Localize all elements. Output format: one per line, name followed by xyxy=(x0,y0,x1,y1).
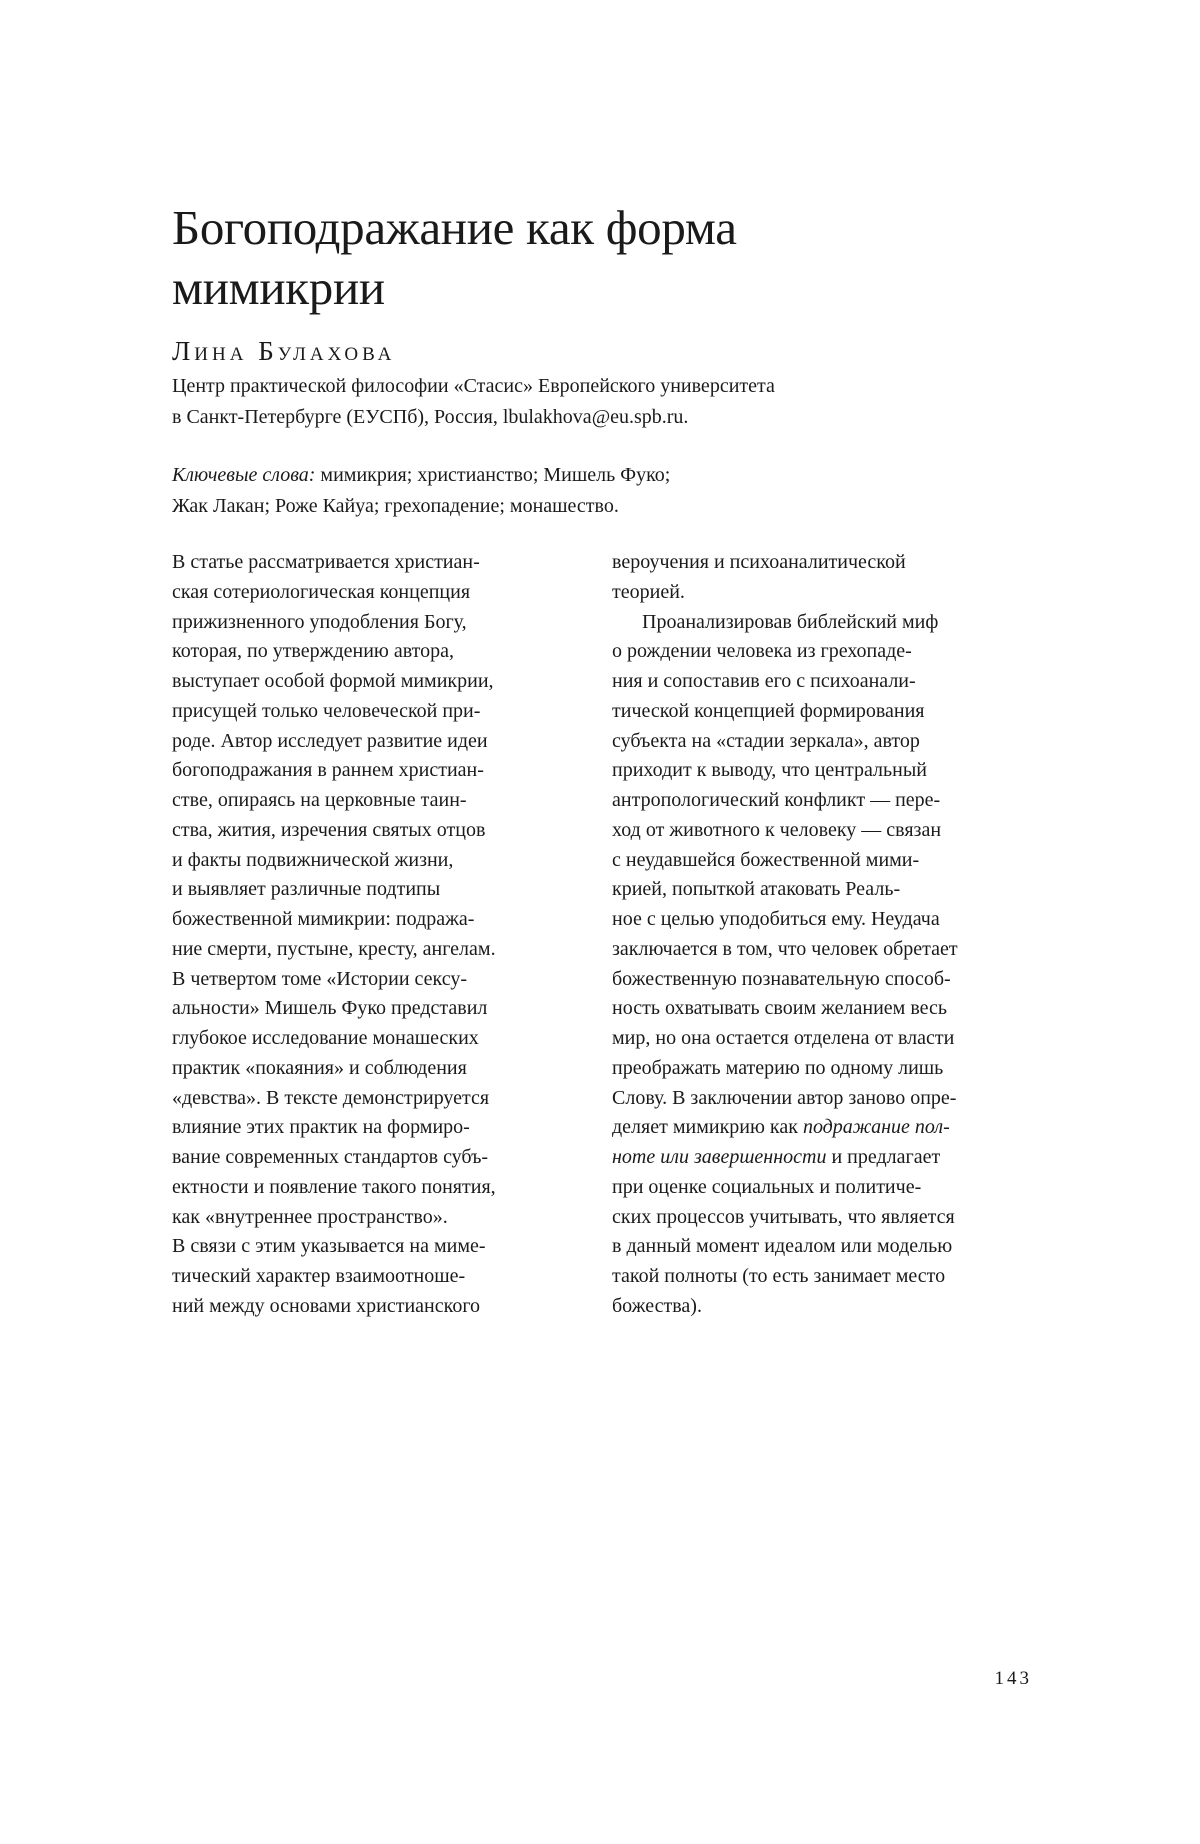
abstract-line: как «внутреннее пространство». xyxy=(172,1205,448,1228)
abstract-line: ний между основами христианского xyxy=(172,1294,481,1317)
abstract-line: и выявляет различные подтипы xyxy=(172,878,441,901)
abstract-line: о рождении человека из грехопаде- xyxy=(612,640,912,663)
abstract-line: Слову. В заключении автор заново опре- xyxy=(612,1086,957,1109)
abstract-line: выступает особой формой мимикрии, xyxy=(172,670,494,692)
abstract-line: «девства». В тексте демонстрируется xyxy=(172,1086,490,1109)
keywords-line-2: Жак Лакан; Роже Кайуа; грехопадение; монашество. xyxy=(172,495,619,517)
abstract-column-left xyxy=(172,548,592,1322)
abstract-line: антропологический конфликт — пере- xyxy=(612,789,941,811)
abstract-line: ства, жития, изречения святых отцов xyxy=(172,818,486,841)
keywords-text-1: мимикрия; христианство; Мишель Фуко; xyxy=(320,464,671,486)
abstract-line: божества). xyxy=(612,1294,702,1317)
abstract-right-part-a xyxy=(612,548,1032,1113)
abstract-line: В связи с этим указывается на миме- xyxy=(172,1235,486,1258)
abstract-line: ская сотериологическая концепция xyxy=(172,580,471,603)
abstract-line: роде. Автор исследует развитие идеи xyxy=(172,729,488,752)
abstract-line xyxy=(612,1143,1032,1173)
abstract-line: приходит к выводу, что центральный xyxy=(612,759,927,782)
abstract-line: В четвертом томе «Истории сексу- xyxy=(172,967,468,990)
abstract-line: вероучения и психоаналитической xyxy=(612,551,906,573)
abstract-line: ход от животного к человеку — связан xyxy=(612,818,942,841)
abstract-line: прижизненного уподобления Богу, xyxy=(172,610,467,633)
abstract-line: тической концепцией формирования xyxy=(612,699,925,722)
abstract-line: заключается в том, что человек обретает xyxy=(612,937,958,960)
abstract-line: присущей только человеческой при- xyxy=(172,699,481,722)
abstract-line: субъекта на «стадии зеркала», автор xyxy=(612,729,920,752)
abstract-line: теорией. xyxy=(612,580,685,603)
affiliation-line-1: Центр практической философии «Стасис» Европейского университета xyxy=(172,375,775,397)
abstract-line: божественной мимикрии: подража- xyxy=(172,908,475,930)
abstract-line: ное с целью уподобиться ему. Неудача xyxy=(612,908,940,930)
article-title xyxy=(172,198,1072,318)
abstract-line-italic: ноте или завершенности xyxy=(612,1146,827,1168)
abstract-line: ектности и появление такого понятия, xyxy=(172,1175,496,1198)
abstract-line: глубокое исследование монашеских xyxy=(172,1027,479,1049)
keywords-line-1 xyxy=(172,460,1072,491)
abstract-line-italic: подражание пол- xyxy=(802,1116,950,1139)
abstract-line: ских процессов учитывать, что является xyxy=(612,1205,955,1228)
author-affiliation xyxy=(172,371,1072,433)
abstract-line: которая, по утверждению автора, xyxy=(172,640,455,663)
title-line-2: мимикрии xyxy=(172,260,385,315)
abstract-line: в данный момент идеалом или моделью xyxy=(612,1235,953,1258)
abstract-line: и факты подвижнической жизни, xyxy=(172,848,454,871)
keywords xyxy=(172,460,1072,522)
abstract-line: Проанализировав библейский миф xyxy=(642,610,939,633)
abstract-line: при оценке социальных и политиче- xyxy=(612,1175,922,1198)
abstract-line: с неудавшейся божественной мими- xyxy=(612,848,920,871)
title-line-1: Богоподражание как форма xyxy=(172,200,737,255)
keywords-label: Ключевые слова: xyxy=(172,464,316,486)
abstract-line: влияние этих практик на формиро- xyxy=(172,1116,470,1139)
abstract-line: тический характер взаимоотноше- xyxy=(172,1265,466,1287)
abstract-line: преображать материю по одному лишь xyxy=(612,1056,944,1079)
abstract-line: ния и сопоставив его с психоанали- xyxy=(612,670,916,692)
abstract-line: альности» Мишель Фуко представил xyxy=(172,997,488,1020)
abstract-line: вание современных стандартов субъ- xyxy=(172,1146,489,1168)
abstract-line: стве, опираясь на церковные таин- xyxy=(172,789,467,811)
abstract-line: богоподражания в раннем христиан- xyxy=(172,759,484,782)
abstract-line-text: деляет мимикрию как xyxy=(612,1116,803,1139)
affiliation-line-2: в Санкт-Петербурге (ЕУСПб), Россия, lbulakhova@eu.spb.ru. xyxy=(172,406,689,428)
abstract-line xyxy=(612,1113,1032,1143)
abstract-line: крией, попыткой атаковать Реаль- xyxy=(612,878,901,901)
abstract-line: практик «покаяния» и соблюдения xyxy=(172,1056,467,1079)
author-name: Лина Булахова xyxy=(172,336,396,366)
page-number: 143 xyxy=(994,1668,1032,1689)
abstract-line: В статье рассматривается христиан- xyxy=(172,551,480,573)
abstract-line: мир, но она остается отделена от власти xyxy=(612,1027,955,1049)
abstract-line: ние смерти, пустыне, кресту, ангелам. xyxy=(172,937,496,960)
abstract-column-right xyxy=(612,548,1032,1322)
abstract-line: божественную познавательную способ- xyxy=(612,967,951,990)
abstract-line: такой полноты (то есть занимает место xyxy=(612,1265,946,1287)
abstract-line-text: и предлагает xyxy=(826,1146,941,1168)
abstract-line: ность охватывать своим желанием весь xyxy=(612,997,948,1020)
abstract-right-part-b xyxy=(612,1173,1032,1322)
